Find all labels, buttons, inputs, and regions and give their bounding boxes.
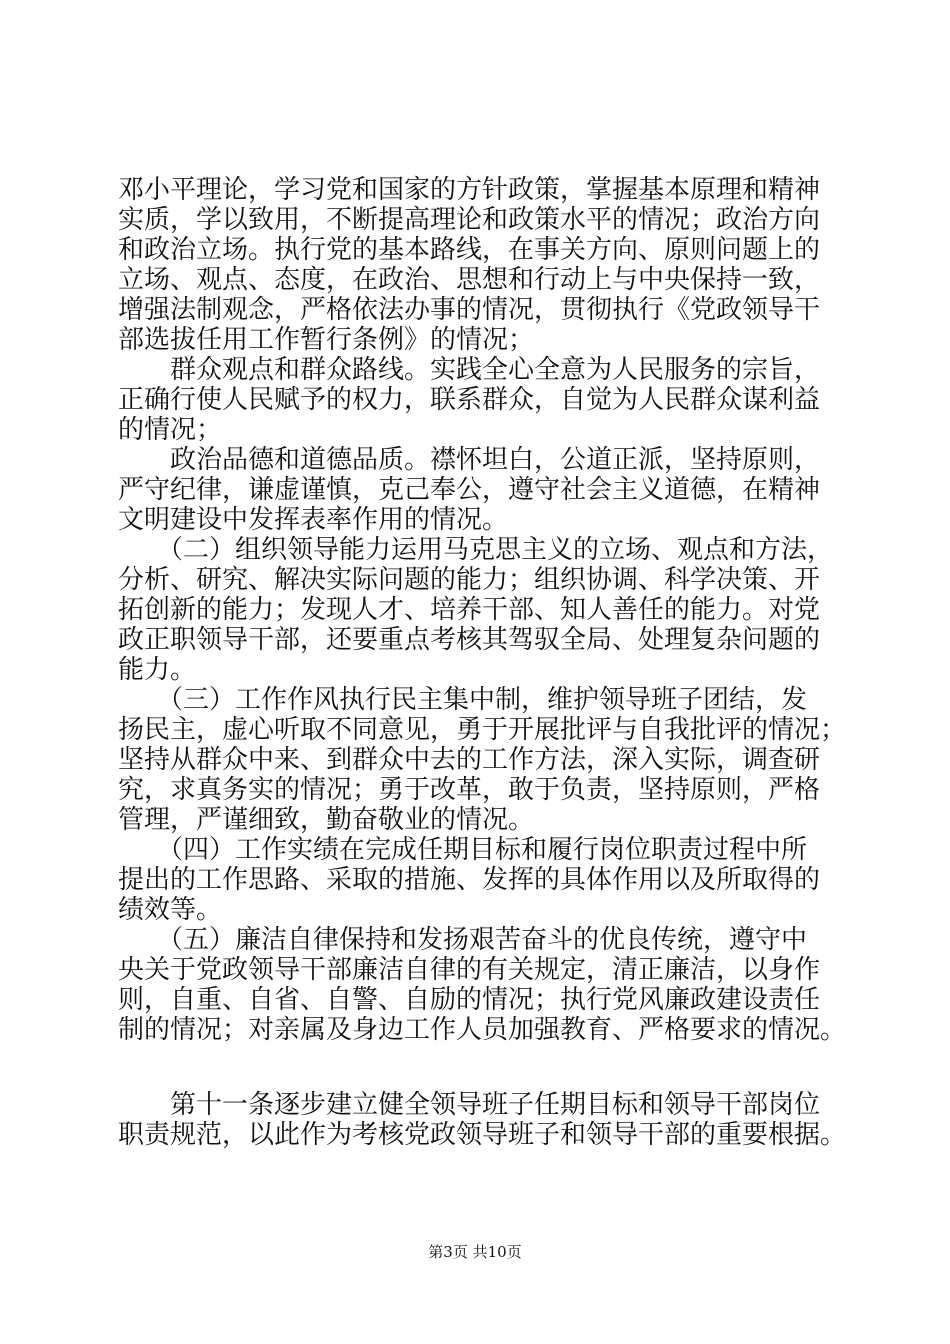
paragraph-gap bbox=[118, 1045, 848, 1090]
text-line: 文明建设中发挥表率作用的情况。 bbox=[118, 505, 509, 535]
text-line: 正确行使人民赋予的权力，联系群众，自觉为人民群众谋利益 bbox=[118, 385, 821, 415]
text-line: 邓小平理论，学习党和国家的方针政策，掌握基本原理和精神 bbox=[118, 175, 821, 205]
text-line: 扬民主，虚心听取不同意见，勇于开展批评与自我批评的情况； bbox=[118, 715, 847, 745]
text-line: 立场、观点、态度，在政治、思想和行动上与中央保持一致， bbox=[118, 265, 821, 295]
text-line: 增强法制观念，严格依法办事的情况，贯彻执行《党政领导干 bbox=[118, 295, 821, 325]
text-line: 究，求真务实的情况；勇于改革，敢于负责，坚持原则，严格 bbox=[118, 775, 821, 805]
text-line: 严守纪律，谦虚谨慎，克己奉公，遵守社会主义道德，在精神 bbox=[118, 475, 821, 505]
text-line: 拓创新的能力；发现人才、培养干部、知人善任的能力。对党 bbox=[118, 595, 821, 625]
text-line: 部选拔任用工作暂行条例》的情况； bbox=[118, 325, 535, 355]
page-footer bbox=[0, 1242, 950, 1262]
text-line: 第十一条逐步建立健全领导班子任期目标和领导干部岗位 bbox=[118, 1090, 821, 1120]
text-line: 坚持从群众中来、到群众中去的工作方法，深入实际，调查研 bbox=[118, 745, 821, 775]
page-number-label: 第3页 共10页 bbox=[428, 1243, 522, 1261]
text-line: （三）工作作风执行民主集中制，维护领导班子团结，发 bbox=[118, 685, 808, 715]
text-line: 则，自重、自省、自警、自励的情况；执行党风廉政建设责任 bbox=[118, 985, 821, 1015]
text-line: 分析、研究、解决实际问题的能力；组织协调、科学决策、开 bbox=[118, 565, 821, 595]
document-body bbox=[118, 175, 848, 1150]
text-line: 能力。 bbox=[118, 655, 197, 685]
text-line: 实质，学以致用，不断提高理论和政策水平的情况；政治方向 bbox=[118, 205, 821, 235]
text-line: 政正职领导干部，还要重点考核其驾驭全局、处理复杂问题的 bbox=[118, 625, 821, 655]
text-line: 政治品德和道德品质。襟怀坦白，公道正派，坚持原则， bbox=[118, 445, 821, 475]
text-line: 提出的工作思路、采取的措施、发挥的具体作用以及所取得的 bbox=[118, 865, 821, 895]
text-line: 群众观点和群众路线。实践全心全意为人民服务的宗旨， bbox=[118, 355, 821, 385]
text-line: 职责规范，以此作为考核党政领导班子和领导干部的重要根据。 bbox=[118, 1120, 847, 1150]
text-line: （二）组织领导能力运用马克思主义的立场、观点和方法， bbox=[118, 535, 834, 565]
text-line: 绩效等。 bbox=[118, 895, 223, 925]
text-line: 和政治立场。执行党的基本路线，在事关方向、原则问题上的 bbox=[118, 235, 821, 265]
text-line: 管理，严谨细致，勤奋敬业的情况。 bbox=[118, 805, 535, 835]
text-line: （四）工作实绩在完成任期目标和履行岗位职责过程中所 bbox=[118, 835, 808, 865]
text-line: 的情况； bbox=[118, 415, 223, 445]
text-line: 制的情况；对亲属及身边工作人员加强教育、严格要求的情况。 bbox=[118, 1015, 847, 1045]
text-line: 央关于党政领导干部廉洁自律的有关规定，清正廉洁，以身作 bbox=[118, 955, 821, 985]
text-line: （五）廉洁自律保持和发扬艰苦奋斗的优良传统，遵守中 bbox=[118, 925, 808, 955]
